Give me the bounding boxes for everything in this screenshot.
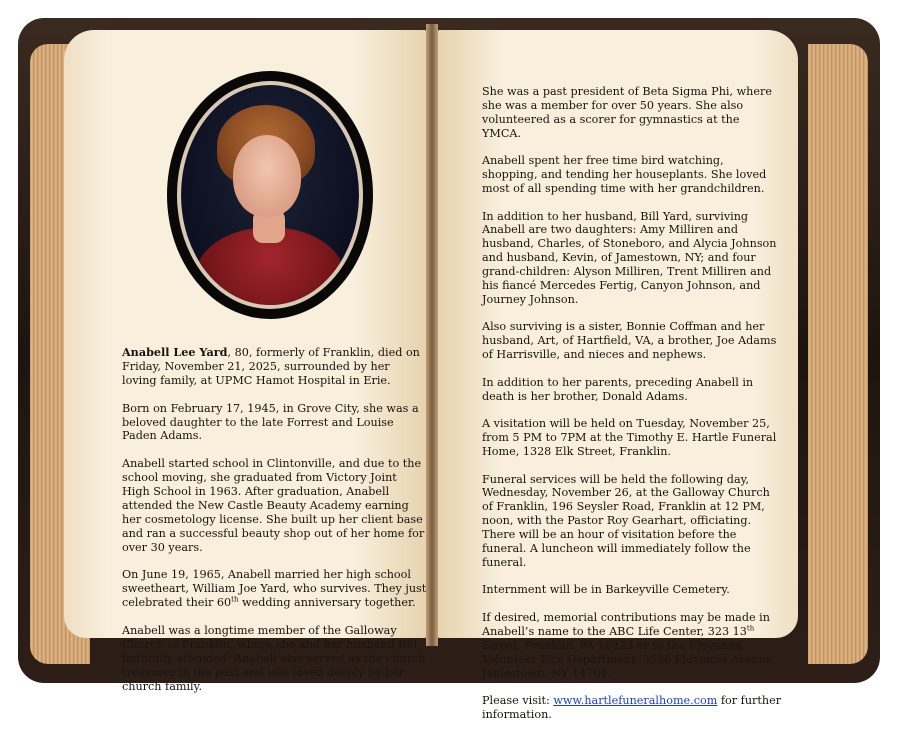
obituary-right-column (482, 85, 782, 735)
page-edges-right (808, 44, 868, 664)
paragraph: Anabell Lee Yard, 80, formerly of Franklin, died on Friday, November 21, 2025, surrounded by her loving family, at UPMC Hamot Hospital in Erie. (122, 345, 420, 387)
paragraph: She was a past president of Beta Sigma Phi, where she was a member for over 50 years. She also volunteered as a scorer for gymnastics at the YMCA. (482, 85, 772, 140)
paragraph: If desired, memorial contributions may be made in Anabell’s name to the ABC Life Center, 323 13th Street, Franklin, PA 16323 or to the Fluvanna Volunteer Fire Department, 3536 Fluvanna Avenue, Jamestown, NY 14701. (482, 610, 776, 680)
portrait-photo (181, 85, 359, 305)
book-spine (426, 24, 438, 646)
paragraph: Please visit: www.hartlefuneralhome.com for further information. (482, 694, 782, 721)
portrait-face (233, 135, 301, 217)
portrait-frame (167, 71, 373, 319)
paragraph: Born on February 17, 1945, in Grove City, she was a beloved daughter to the late Forrest and Louise Paden Adams. (122, 401, 419, 443)
funeral-home-link[interactable]: www.hartlefuneralhome.com (553, 694, 718, 708)
paragraph: In addition to her parents, preceding Anabell in death is her brother, Donald Adams. (482, 375, 754, 403)
paragraph: Also surviving is a sister, Bonnie Coffman and her husband, Art, of Hartfield, VA, a brother, Joe Adams of Harrisville, and nieces and nephews. (482, 320, 777, 362)
obituary-left-column (122, 346, 427, 707)
paragraph: Funeral services will be held the following day, Wednesday, November 26, at the Galloway Church of Franklin, 196 Seysler Road, Franklin at 12 PM, noon, with the Pastor Roy Gearhart, officiating. There will be an hour of visitation before the funeral. A luncheon will immediately follow the funeral. (482, 472, 770, 569)
paragraph: Anabell started school in Clintonville, and due to the school moving, she graduated from Victory Joint High School in 1963. After graduation, Anabell attended the New Castle Beauty Academy earning her cosmetology license. She built up her client base and ran a successful beauty shop out of her home for over 30 years. (122, 457, 425, 554)
paragraph: On June 19, 1965, Anabell married her high school sweetheart, William Joe Yard, who survives. They just celebrated their 60th wedding anniversary together. (122, 568, 427, 610)
deceased-name: Anabell Lee Yard (122, 345, 228, 359)
paragraph: A visitation will be held on Tuesday, November 25, from 5 PM to 7PM at the Timothy E. Hartle Funeral Home, 1328 Elk Street, Franklin. (482, 417, 777, 458)
paragraph: Anabell was a longtime member of the Galloway Church of Franklin, where she and her husband Bill faithfully attended. Anabell also served as the church treasurer in the past and was loved deeply by her church family. (122, 624, 426, 693)
paragraph: Internment will be in Barkeyville Cemetery. (482, 583, 730, 597)
paragraph: Anabell spent her free time bird watching, shopping, and tending her houseplants. She loved most of all spending time with her grandchildren. (482, 154, 767, 196)
paragraph: In addition to her husband, Bill Yard, surviving Anabell are two daughters: Amy Milliren and husband, Charles, of Stoneboro, and Alycia Johnson and husband, Kevin, of Jamestown, NY; and four grand-children: Alyson Milliren, Trent Milliren and his fiancé Mercedes Fertig, Canyon Johnson, and Journey Johnson. (482, 209, 777, 306)
